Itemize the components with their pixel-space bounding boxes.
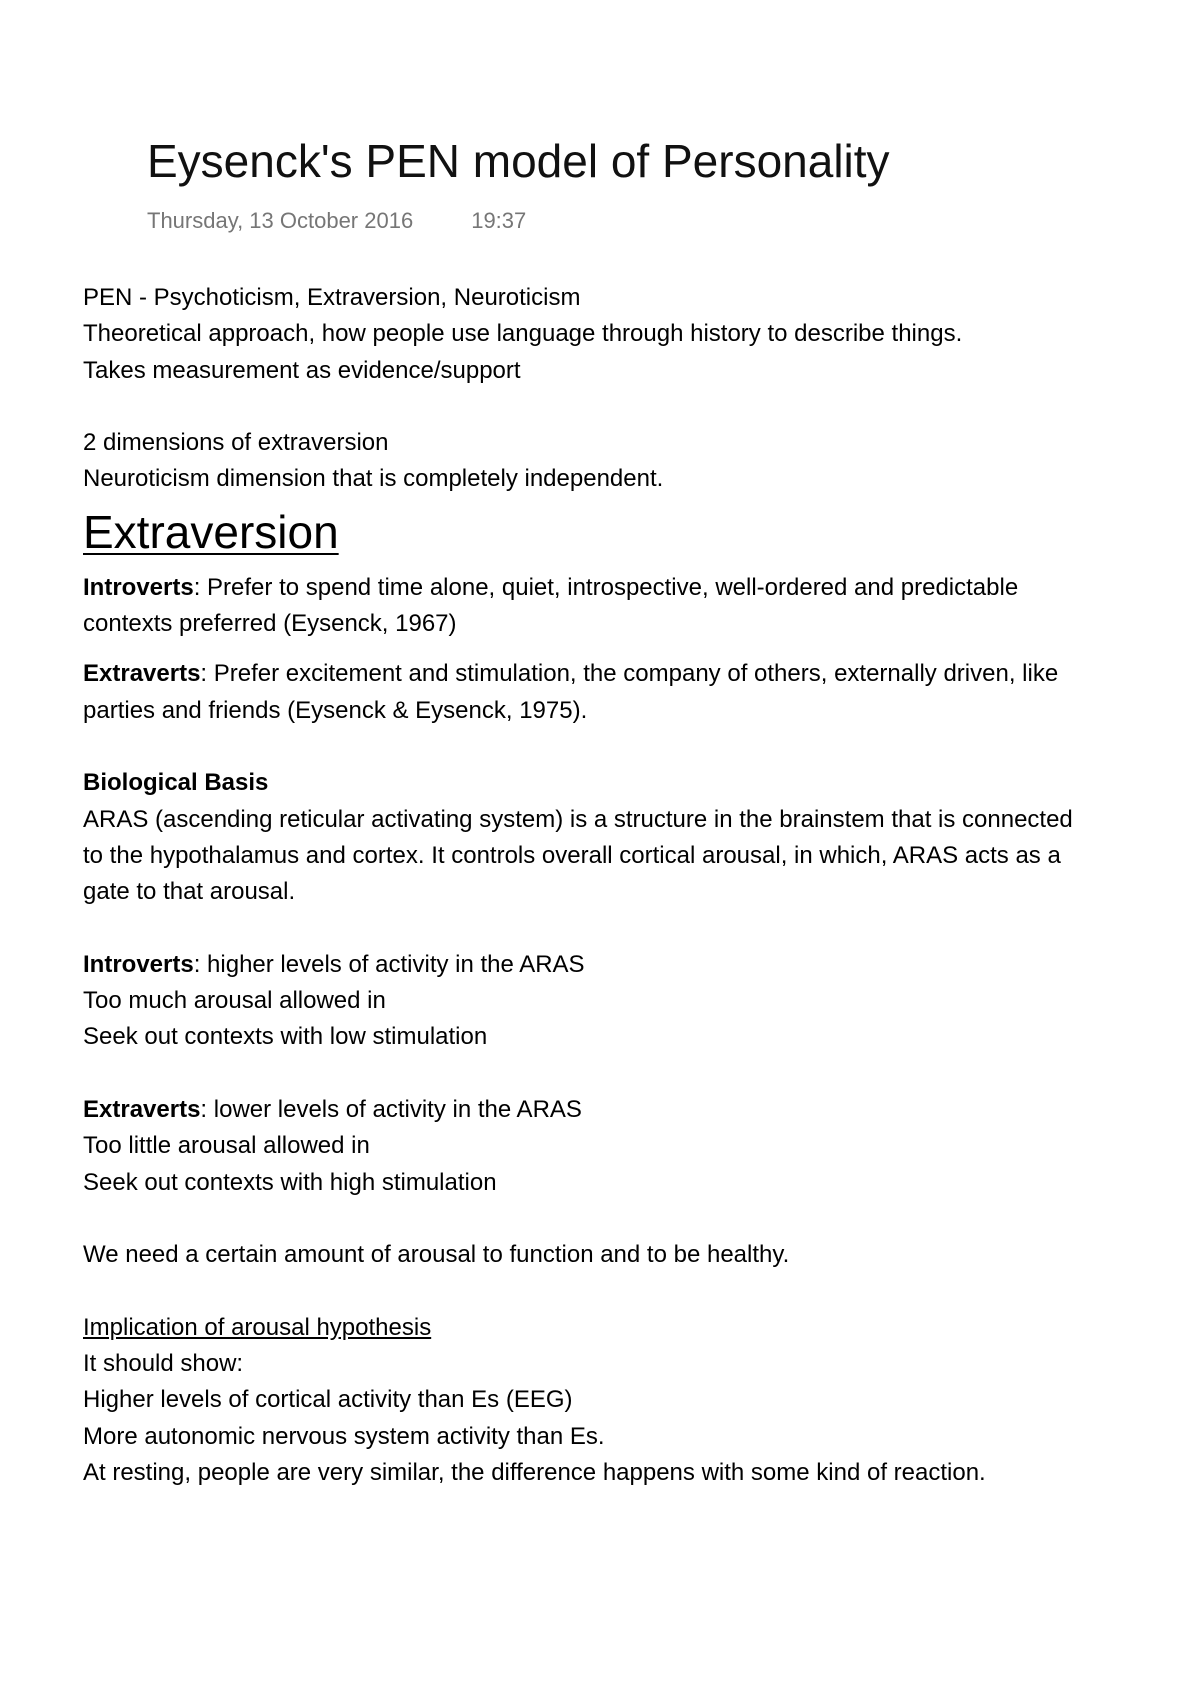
note-timestamp — [147, 207, 526, 235]
extraverts-label: Extraverts — [83, 660, 201, 688]
note-body — [83, 280, 1093, 1491]
aras-text: ARAS (ascending reticular activating system) is a structure in the brainstem that is connected to the hypothalamus and cortex. It controls overall cortical arousal, in which, ARAS acts as a gate to that arousal. — [83, 805, 1073, 906]
implication-line: Higher levels of cortical activity than Es (EEG) — [83, 1386, 573, 1414]
theoretical-approach-text: Theoretical approach, how people use language through history to describe things. — [83, 320, 963, 348]
spacer — [83, 1273, 1093, 1309]
spacer — [83, 1201, 1093, 1237]
extraverts-context-text: Seek out contexts with high stimulation — [83, 1168, 497, 1196]
spacer — [83, 1056, 1093, 1092]
page-title: Eysenck's PEN model of Personality — [147, 135, 890, 187]
extraverts-definition — [83, 656, 1093, 729]
introverts-label: Introverts — [83, 950, 194, 978]
introverts-context-text: Seek out contexts with low stimulation — [83, 1023, 488, 1051]
introverts-aras — [83, 947, 1093, 983]
neuroticism-text: Neuroticism dimension that is completely independent. — [83, 465, 664, 493]
extraverts-definition-text: : Prefer excitement and stimulation, the company of others, externally driven, like parties and friends (Eysenck & Eysenck, 1975). — [83, 660, 1059, 724]
dimensions-text: 2 dimensions of extraversion — [83, 429, 389, 457]
measurement-text: Takes measurement as evidence/support — [83, 356, 521, 384]
implication-line: It should show: — [83, 1350, 244, 1378]
introverts-aras-text: : higher levels of activity in the ARAS — [193, 950, 585, 978]
implication-line: At resting, people are very similar, the difference happens with some kind of reaction. — [83, 1458, 986, 1486]
biological-basis-heading: Biological Basis — [83, 769, 269, 797]
note-time: 19:37 — [471, 208, 527, 233]
implication-line: More autonomic nervous system activity than Es. — [83, 1422, 605, 1450]
implication-heading: Implication of arousal hypothesis — [83, 1313, 432, 1341]
spacer — [83, 910, 1093, 946]
arousal-need-text: We need a certain amount of arousal to function and to be healthy. — [83, 1241, 790, 1269]
spacer — [83, 729, 1093, 765]
introverts-label: Introverts — [83, 573, 194, 601]
extraverts-label: Extraverts — [83, 1095, 201, 1123]
spacer — [83, 642, 1093, 656]
spacer — [83, 389, 1093, 425]
introverts-arousal-text: Too much arousal allowed in — [83, 987, 386, 1015]
note-date: Thursday, 13 October 2016 — [147, 208, 414, 233]
pen-definition: PEN - Psychoticism, Extraversion, Neuroticism — [83, 284, 581, 311]
introverts-definition-text: : Prefer to spend time alone, quiet, introspective, well-ordered and predictable contexts preferred (Eysenck, 1967) — [83, 573, 1019, 638]
introverts-definition — [83, 570, 1093, 643]
extraverts-aras — [83, 1092, 1093, 1128]
extraverts-aras-text: : lower levels of activity in the ARAS — [200, 1095, 582, 1123]
extraverts-arousal-text: Too little arousal allowed in — [83, 1132, 370, 1160]
extraversion-heading: Extraversion — [83, 505, 339, 558]
